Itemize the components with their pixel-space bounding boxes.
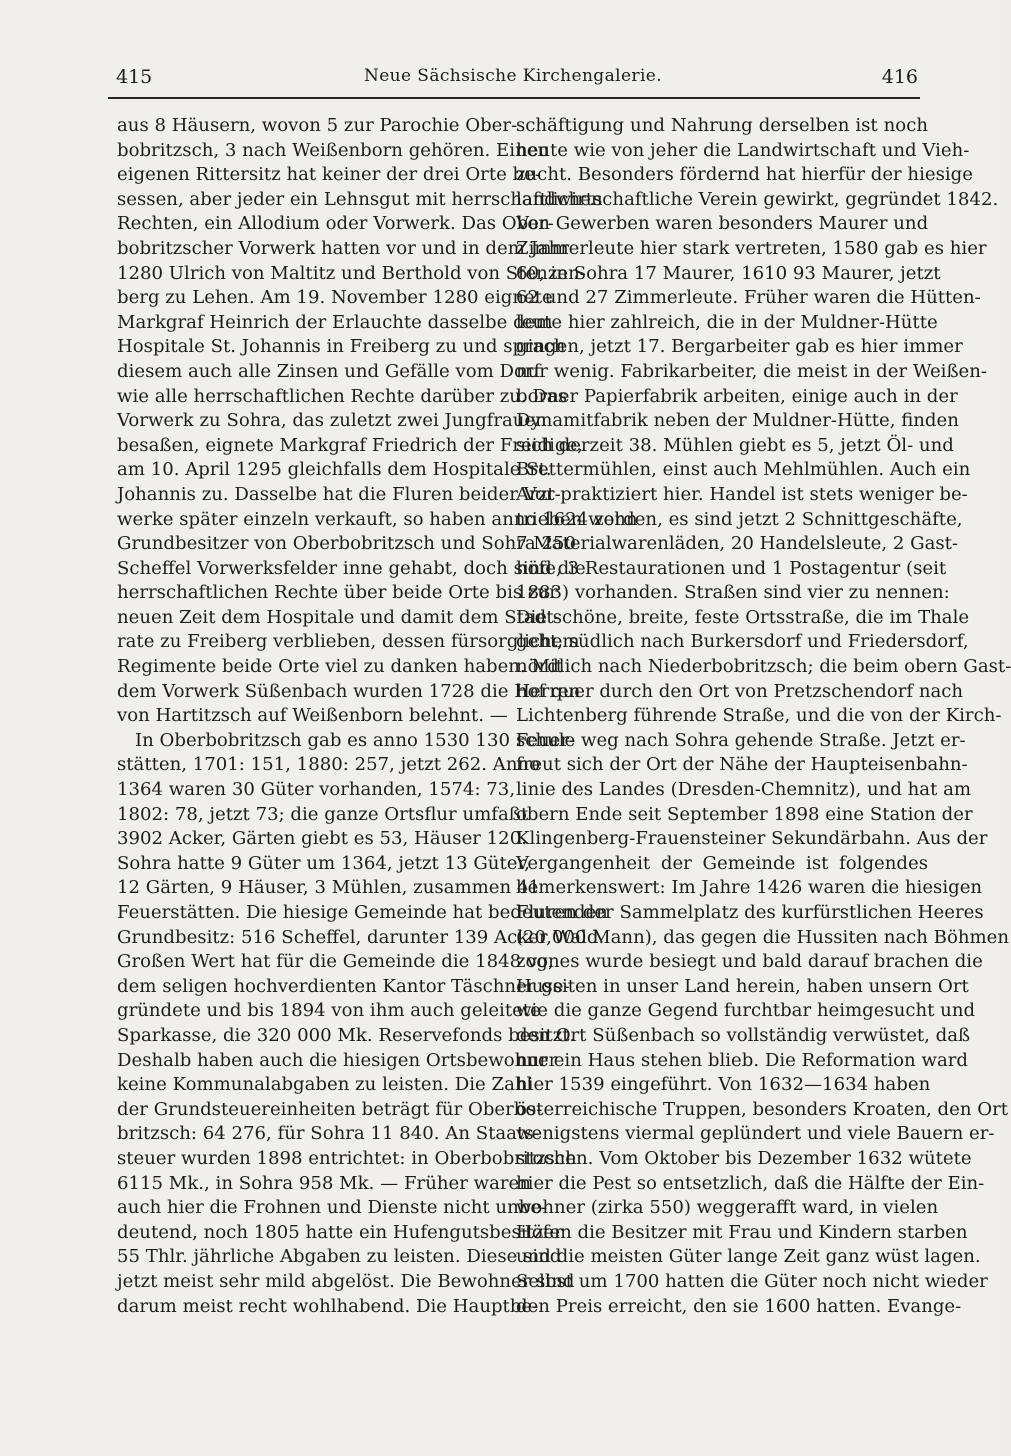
text-line: Regimente beide Orte viel zu danken haben. Mit (117, 656, 564, 678)
text-line: nur wenig. Fabrikarbeiter, die meist in der Weißen- (516, 360, 988, 382)
text-line: deutend, noch 1805 hatte ein Hufengutsbesitzer (117, 1221, 563, 1243)
text-line: Fluren der Sammelplatz des kurfürstlichen Heeres (516, 902, 984, 923)
text-line: Markgraf Heinrich der Erlauchte dasselbe dem (117, 311, 553, 333)
text-line: dem Vorwerk Süßenbach wurden 1728 die Herren (117, 680, 581, 702)
text-line: bemerkenswert: Im Jahre 1426 waren die hiesigen (516, 877, 983, 899)
text-line: werke später einzeln verkauft, so haben anno 1624 zehn (117, 508, 638, 530)
text-line: darum meist recht wohlhabend. Die Hauptbe- (117, 1295, 539, 1317)
text-line: Hussiten in unser Land herein, haben unsern Ort (516, 975, 969, 997)
text-line: 7 Materialwarenläden, 20 Handelsleute, 2 Gast- (516, 533, 959, 555)
text-line: heute wie von jeher die Landwirtschaft und Vieh- (516, 139, 970, 161)
text-line: Grundbesitz: 516 Scheffel, darunter 139 Acker Wald. (117, 926, 605, 948)
text-line: hier die Pest so entsetzlich, daß die Hälfte der Ein- (516, 1172, 985, 1194)
text-line: gründete und bis 1894 von ihm auch geleitete (117, 1000, 541, 1022)
text-line: keine Kommunalabgaben zu leisten. Die Zahl (117, 1074, 533, 1096)
text-line: hof quer durch den Ort von Pretzschendorf nach (516, 680, 964, 702)
text-line: 1802: 78, jetzt 73; die ganze Ortsflur umfaßt (117, 803, 529, 825)
text-line: sessen, aber jeder ein Lehnsgut mit herrschaftlichen (117, 188, 603, 210)
text-line: diesem auch alle Zinsen und Gefälle vom Dorf (117, 360, 541, 382)
text-line: Höfen die Besitzer mit Frau und Kindern starben (516, 1221, 968, 1243)
text-line: 3902 Acker, Gärten giebt es 53, Häuser 120. (117, 828, 527, 850)
text-line: leute hier zahlreich, die in der Muldner-Hütte (516, 311, 938, 333)
text-line: aus 8 Häusern, wovon 5 zur Parochie Ober- (117, 115, 518, 136)
text-line: Scheffel Vorwerksfelder inne gehabt, doch sind die (117, 557, 586, 579)
text-line: (20,000 Mann), das gegen die Hussiten nach Böhmen (516, 926, 1010, 948)
text-line: bobritzsch, 3 nach Weißenborn gehören. Einen (117, 139, 550, 161)
text-line: neuen Zeit dem Hospitale und damit dem Stadt- (117, 606, 560, 628)
text-line: der Grundsteuereinheiten beträgt für Oberbo- (117, 1098, 543, 1120)
text-line: nur ein Haus stehen blieb. Die Reformation ward (516, 1049, 968, 1071)
text-line: Grundbesitzer von Oberbobritzsch und Sohra 250 (117, 533, 576, 555)
text-line: besaßen, eignete Markgraf Friedrich der Freidige, (117, 434, 583, 456)
text-line: wie die ganze Gegend furchtbar heimgesucht und (516, 1000, 976, 1022)
text-line: Johannis zu. Dasselbe hat die Fluren beider Vor- (117, 483, 561, 505)
text-line: 62 und 27 Zimmerleute. Früher waren die Hütten- (516, 287, 981, 309)
text-line: In Oberbobritzsch gab es anno 1530 130 Feuer- (135, 729, 576, 751)
text-line: borner Papierfabrik arbeiten, einige auch in der (516, 385, 958, 407)
text-line: stochen. Vom Oktober bis Dezember 1632 wütete (516, 1147, 972, 1169)
page-number-right: 416 (881, 66, 918, 88)
text-column-left (117, 114, 638, 1319)
text-line: 1280 Ulrich von Maltitz und Berthold von Stenzen- (117, 262, 586, 284)
text-line: Großen Wert hat für die Gemeinde die 1848 von (117, 951, 560, 973)
text-line: zucht. Besonders fördernd hat hierfür der hiesige (516, 164, 973, 186)
text-line: landwirtschaftliche Verein gewirkt, gegründet 1842. (516, 188, 999, 210)
text-line: britzsch: 64 276, für Sohra 11 840. An Staats- (117, 1123, 540, 1145)
text-line: 12 Gärten, 9 Häuser, 3 Mühlen, zusammen 41 (117, 877, 540, 899)
text-line: zog, es wurde besiegt und bald darauf brachen die (516, 951, 983, 973)
text-line: geht, südlich nach Burkersdorf und Friedersdorf, (516, 631, 969, 653)
text-line: Hospitale St. Johannis in Freiberg zu und sprach (117, 336, 566, 358)
text-line: wenigstens viermal geplündert und viele Bauern er- (516, 1123, 995, 1145)
text-line: 60, in Sohra 17 Maurer, 1610 93 Maurer, jetzt (516, 262, 941, 284)
running-title: Neue Sächsische Kirchengalerie. (363, 66, 663, 86)
text-line: und die meisten Güter lange Zeit ganz wüst lagen. (516, 1246, 981, 1268)
text-line: Selbst um 1700 hatten die Güter noch nicht wieder (516, 1270, 988, 1292)
text-line: Sohra hatte 9 Güter um 1364, jetzt 13 Güter, (117, 852, 530, 874)
text-line: gingen, jetzt 17. Bergarbeiter gab es hier immer (516, 336, 963, 358)
text-line: Arzt praktiziert hier. Handel ist stets weniger be- (516, 483, 968, 505)
text-line: Lichtenberg führende Straße, und die von der Kirch- (516, 705, 1002, 727)
text-line: Die schöne, breite, feste Ortsstraße, die im Thale (516, 606, 970, 628)
text-line: jetzt meist sehr mild abgelöst. Die Bewohner sind (117, 1270, 575, 1292)
text-line: Feuerstätten. Die hiesige Gemeinde hat bedeutenden (117, 902, 608, 923)
text-column-right (516, 114, 1011, 1319)
text-line: Zimmerleute hier stark vertreten, 1580 gab es hier (516, 237, 987, 259)
text-line: stätten, 1701: 151, 1880: 257, jetzt 262. Anno (117, 754, 541, 776)
text-line: trieben worden, es sind jetzt 2 Schnittgeschäfte, (516, 508, 963, 530)
text-line: bobritzscher Vorwerk hatten vor und in dem Jahr (117, 237, 569, 259)
text-line: wie alle herrschaftlichen Rechte darüber zu. Das (117, 385, 567, 407)
text-line: schule weg nach Sohra gehende Straße. Jetzt er- (516, 729, 966, 751)
text-line: am 10. April 1295 gleichfalls dem Hospitale St. (117, 459, 552, 481)
text-line: eigenen Rittersitz hat keiner der drei Orte be- (117, 164, 541, 186)
text-line: steuer wurden 1898 entrichtet: in Oberbobritzsch (117, 1147, 577, 1169)
text-line: sich derzeit 38. Mühlen giebt es 5, jetzt Öl- und (516, 434, 954, 456)
text-line: freut sich der Ort der Nähe der Haupteisenbahn- (516, 754, 968, 776)
text-line: Vorwerk zu Sohra, das zuletzt zwei Jungfrauen (117, 410, 547, 432)
header-rule (108, 97, 920, 99)
text-line: nördlich nach Niederbobritzsch; die beim obern Gast- (516, 656, 1011, 678)
text-line: hier 1539 eingeführt. Von 1632—1634 haben (516, 1074, 931, 1096)
text-line: berg zu Lehen. Am 19. November 1280 eignete (117, 287, 553, 309)
text-line: 1364 waren 30 Güter vorhanden, 1574: 73, (117, 779, 516, 801)
text-line: Von Gewerben waren besonders Maurer und (516, 213, 929, 235)
text-line: auch hier die Frohnen und Dienste nicht unbe- (117, 1197, 548, 1219)
page-number-left: 415 (116, 66, 153, 88)
text-line: schäftigung und Nahrung derselben ist noch (516, 115, 928, 136)
text-line: von Hartitzsch auf Weißenborn belehnt. — (117, 705, 508, 727)
text-line: 6115 Mk., in Sohra 958 Mk. — Früher waren (117, 1172, 531, 1194)
text-line: höfe, 3 Restaurationen und 1 Postagentur (seit (516, 557, 947, 579)
text-line: linie des Landes (Dresden-Chemnitz), und hat am (516, 779, 972, 801)
text-line: Deshalb haben auch die hiesigen Ortsbewohner (117, 1049, 558, 1071)
text-line: rate zu Freiberg verblieben, dessen fürsorglichem (117, 631, 580, 653)
text-line: österreichische Truppen, besonders Kroaten, den Ort (516, 1098, 1008, 1120)
page-header (108, 62, 918, 92)
text-line: Brettermühlen, einst auch Mehlmühlen. Auch ein (516, 459, 971, 481)
text-line: 1883) vorhanden. Straßen sind vier zu nennen: (516, 582, 950, 604)
text-line: Sparkasse, die 320 000 Mk. Reservefonds besitzt. (117, 1024, 576, 1046)
text-line: Rechten, ein Allodium oder Vorwerk. Das Ober- (117, 213, 554, 235)
text-line: Klingenberg-Frauensteiner Sekundärbahn. Aus der (516, 828, 988, 850)
text-line: Dynamitfabrik neben der Muldner-Hütte, finden (516, 410, 959, 432)
text-line: herrschaftlichen Rechte über beide Orte bis zur (117, 582, 558, 604)
text-line: wohner (zirka 550) weggerafft ward, in vielen (516, 1197, 939, 1219)
text-line: den Preis erreicht, den sie 1600 hatten. Evange- (516, 1295, 962, 1317)
text-line: obern Ende seit September 1898 eine Station der (516, 803, 973, 825)
text-line: den Ort Süßenbach so vollständig verwüstet, daß (516, 1024, 971, 1046)
text-line: Vergangenheit der Gemeinde ist folgendes (516, 852, 928, 874)
text-line: dem seligen hochverdienten Kantor Täschner ge- (117, 975, 570, 997)
text-line: 55 Thlr. jährliche Abgaben zu leisten. Diese sind (117, 1246, 562, 1268)
